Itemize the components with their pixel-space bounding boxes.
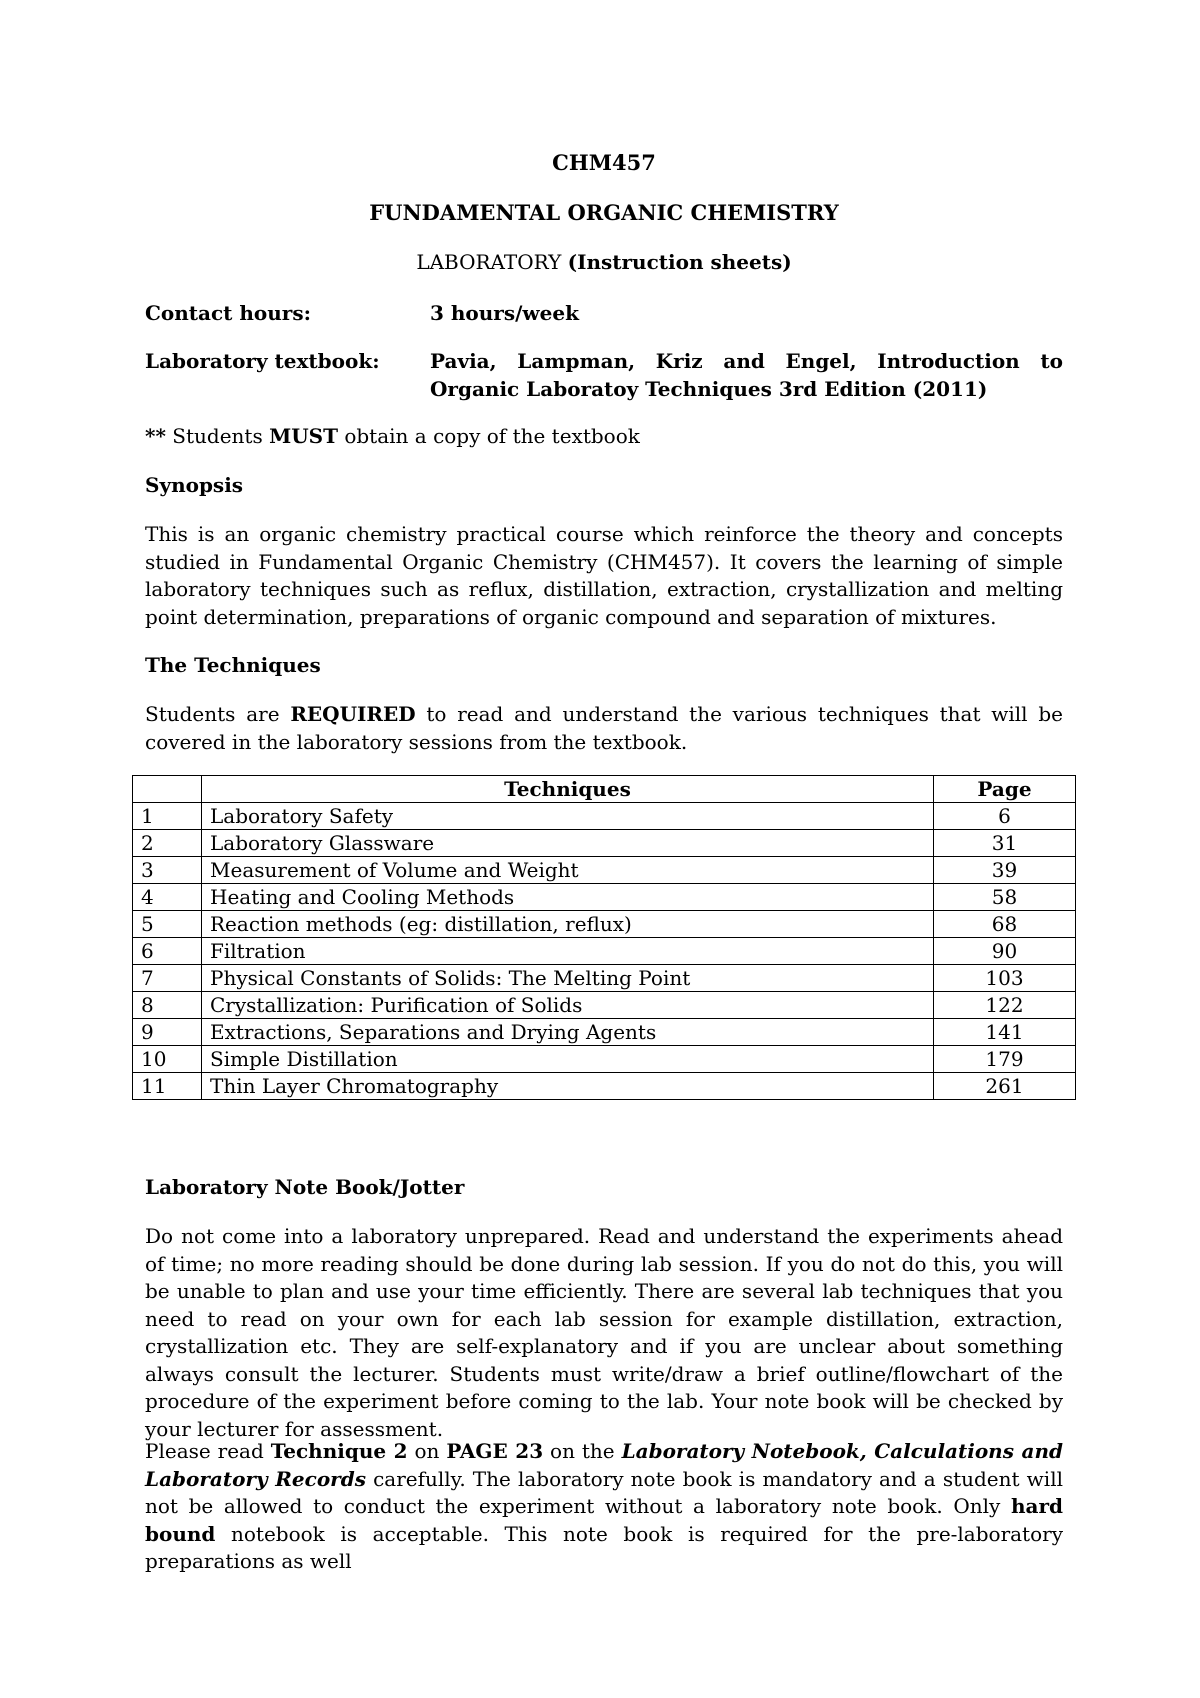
notice-post: obtain a copy of the textbook bbox=[337, 424, 640, 448]
row-technique: Crystallization: Purification of Solids bbox=[202, 992, 934, 1019]
header-techniques: Techniques bbox=[202, 776, 934, 803]
table-row bbox=[133, 965, 1076, 992]
course-name: FUNDAMENTAL ORGANIC CHEMISTRY bbox=[369, 200, 839, 225]
table-row bbox=[133, 1019, 1076, 1046]
row-number: 7 bbox=[133, 965, 202, 992]
row-technique: Heating and Cooling Methods bbox=[202, 884, 934, 911]
row-number: 10 bbox=[133, 1046, 202, 1073]
textbook-notice bbox=[145, 423, 1063, 451]
p2-i: notebook is acceptable. This note book is required for the pre-laboratory preparations as well bbox=[145, 1521, 1063, 1573]
notebook-paragraph-1: Do not come into a laboratory unprepared. Read and understand the experiments ahead of time; no more reading should be done during lab session. If you do not do this, you will be unable to plan and use your time efficiently. There are several lab techniques that you need to read on your own for each lab session for example distillation, extraction, crystallization etc. They are self-explanatory and if you are unclear about something always consult the lecturer. Students must write/draw a brief outline/flowchart of the procedure of the experiment before coming to the lab. Your note book will be checked by your lecturer for assessment. bbox=[145, 1224, 1063, 1441]
row-page: 103 bbox=[934, 965, 1076, 992]
row-number: 1 bbox=[133, 803, 202, 830]
row-page: 122 bbox=[934, 992, 1076, 1019]
notebook-heading: Laboratory Note Book/Jotter bbox=[145, 1175, 465, 1199]
row-page: 90 bbox=[934, 938, 1076, 965]
table-row bbox=[133, 857, 1076, 884]
header-page: Page bbox=[934, 776, 1076, 803]
p2-hard-bound: hard bound bbox=[145, 1494, 1063, 1546]
subtitle-plain: LABORATORY bbox=[416, 250, 568, 274]
table-header-row bbox=[133, 776, 1076, 803]
row-number: 9 bbox=[133, 1019, 202, 1046]
row-number: 8 bbox=[133, 992, 202, 1019]
techniques-table-body bbox=[133, 803, 1076, 1100]
notice-must: MUST bbox=[269, 424, 338, 448]
p2-g: carefully. The laboratory note book is mandatory and a student will not be allowed to conduct the experiment without a laboratory note book. Only bbox=[145, 1466, 1063, 1518]
row-page: 179 bbox=[934, 1046, 1076, 1073]
row-number: 6 bbox=[133, 938, 202, 965]
row-page: 68 bbox=[934, 911, 1076, 938]
table-row bbox=[133, 1073, 1076, 1100]
subtitle-bold: (Instruction sheets) bbox=[567, 250, 792, 274]
row-technique: Extractions, Separations and Drying Agents bbox=[202, 1019, 934, 1046]
textbook-label: Laboratory textbook: bbox=[145, 349, 380, 373]
row-number: 3 bbox=[133, 857, 202, 884]
row-page: 261 bbox=[934, 1073, 1076, 1100]
table-row bbox=[133, 830, 1076, 857]
row-technique: Thin Layer Chromatography bbox=[202, 1073, 934, 1100]
table-row bbox=[133, 884, 1076, 911]
techniques-table bbox=[132, 775, 1076, 1100]
textbook-value: Pavia, Lampman, Kriz and Engel, Introduction to Organic Laboratoy Techniques 3rd Edition (2011) bbox=[430, 349, 1063, 401]
intro-post: to read and understand the various techniques that will be covered in the laboratory sessions from the textbook. bbox=[145, 702, 1063, 754]
notice-stars: ** bbox=[145, 424, 166, 448]
row-number: 4 bbox=[133, 884, 202, 911]
row-technique: Physical Constants of Solids: The Melting Point bbox=[202, 965, 934, 992]
row-technique: Measurement of Volume and Weight bbox=[202, 857, 934, 884]
row-page: 39 bbox=[934, 857, 1076, 884]
synopsis-heading: Synopsis bbox=[145, 473, 244, 497]
course-code: CHM457 bbox=[552, 150, 656, 175]
document-subtitle bbox=[145, 250, 1063, 274]
row-number: 11 bbox=[133, 1073, 202, 1100]
intro-required: REQUIRED bbox=[290, 702, 416, 726]
techniques-heading: The Techniques bbox=[145, 653, 321, 677]
row-technique: Filtration bbox=[202, 938, 934, 965]
row-page: 6 bbox=[934, 803, 1076, 830]
synopsis-text: This is an organic chemistry practical course which reinforce the theory and concepts studied in Fundamental Organic Chemistry (CHM457). It covers the learning of simple laboratory techniques such as reflux, distillation, extraction, crystallization and melting point determination, preparations of organic compound and separation of mixtures. bbox=[145, 522, 1063, 629]
row-technique: Reaction methods (eg: distillation, reflux) bbox=[202, 911, 934, 938]
row-number: 2 bbox=[133, 830, 202, 857]
row-number: 5 bbox=[133, 911, 202, 938]
header-number-cell bbox=[133, 776, 202, 803]
notice-pre: Students bbox=[165, 424, 270, 448]
row-page: 141 bbox=[934, 1019, 1076, 1046]
p2-e: on the bbox=[543, 1439, 622, 1463]
p2-notebook-title: Laboratory Notebook, Calculations and Laboratory Records bbox=[145, 1439, 1063, 1491]
notebook-paragraph-2 bbox=[145, 1438, 1063, 1576]
table-row bbox=[133, 1046, 1076, 1073]
row-page: 31 bbox=[934, 830, 1076, 857]
contact-hours-value: 3 hours/week bbox=[430, 301, 579, 325]
row-page: 58 bbox=[934, 884, 1076, 911]
table-row bbox=[133, 992, 1076, 1019]
table-row bbox=[133, 803, 1076, 830]
intro-pre: Students are bbox=[145, 702, 291, 726]
techniques-intro bbox=[145, 701, 1063, 756]
p2-a: Please read bbox=[145, 1439, 271, 1463]
row-technique: Laboratory Glassware bbox=[202, 830, 934, 857]
p2-c: on bbox=[407, 1439, 447, 1463]
p2-page: PAGE 23 bbox=[446, 1439, 544, 1463]
p2-technique: Technique 2 bbox=[270, 1439, 408, 1463]
row-technique: Simple Distillation bbox=[202, 1046, 934, 1073]
contact-hours-label: Contact hours: bbox=[145, 301, 311, 325]
row-technique: Laboratory Safety bbox=[202, 803, 934, 830]
table-row bbox=[133, 938, 1076, 965]
table-row bbox=[133, 911, 1076, 938]
